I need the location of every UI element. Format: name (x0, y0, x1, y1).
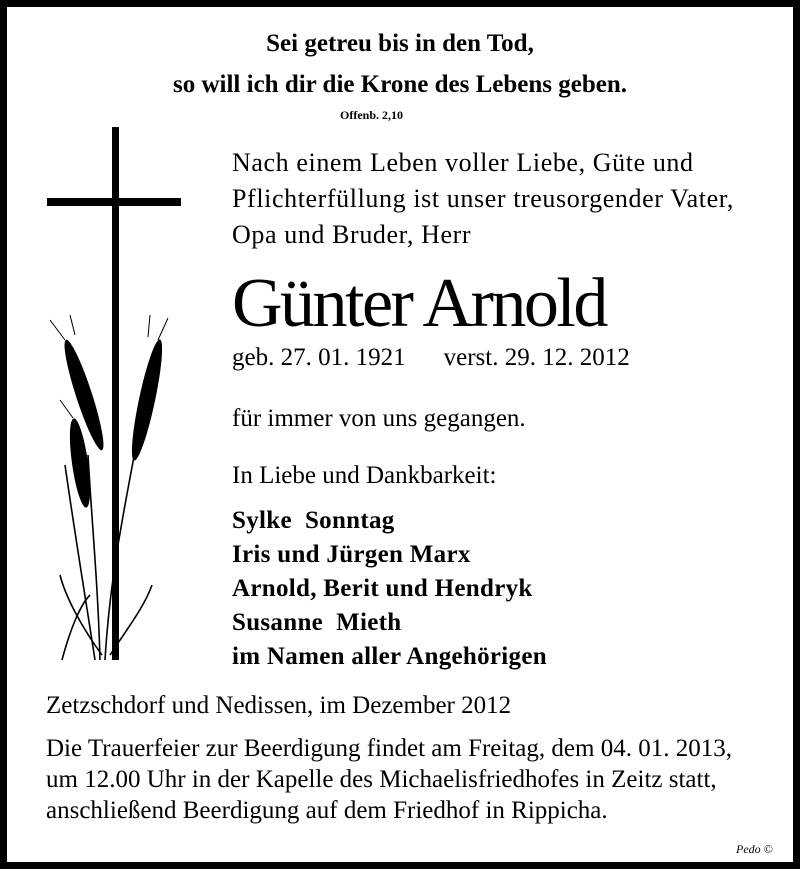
intro-line: Nach einem Leben voller Liebe, Güte und (232, 148, 694, 177)
intro-line: Opa und Bruder, Herr (232, 220, 472, 249)
verse-line-2: so will ich dir die Krone des Lebens geben. (173, 71, 627, 98)
funeral-details (46, 733, 732, 826)
mourner-name: Sylke Sonntag (232, 507, 395, 534)
place-and-date: Zetzschdorf und Nedissen, im Dezember 2012 (46, 692, 512, 719)
life-dates (232, 344, 630, 372)
mourner-name: im Namen aller Angehörigen (232, 643, 547, 670)
cross-and-wheat-illustration (40, 125, 200, 665)
funeral-line: anschließend Beerdigung auf dem Friedhof in Rippicha. (46, 797, 608, 824)
gratitude-heading: In Liebe und Dankbarkeit: (232, 462, 497, 489)
verse-reference: Offenb. 2,10 (340, 108, 403, 122)
funeral-line: um 12.00 Uhr in der Kapelle des Michaelisfriedhofes in Zeitz statt, (46, 766, 717, 793)
mourners-list (232, 504, 547, 674)
death-date: verst. 29. 12. 2012 (443, 344, 630, 371)
deceased-name: Günter Arnold (232, 265, 606, 342)
intro-text (232, 145, 734, 253)
designer-signature: Pedo © (736, 842, 773, 856)
birth-date: geb. 27. 01. 1921 (232, 344, 406, 371)
mourner-name: Susanne Mieth (232, 609, 402, 636)
mourner-name: Iris und Jürgen Marx (232, 541, 471, 568)
intro-line: Pflichterfüllung ist unser treusorgender Vater, (232, 184, 735, 213)
verse-line-1: Sei getreu bis in den Tod, (266, 30, 534, 57)
cross-icon (47, 127, 181, 660)
mourner-name: Arnold, Berit und Hendryk (232, 575, 533, 602)
funeral-line: Die Trauerfeier zur Beerdigung findet am Freitag, dem 04. 01. 2013, (46, 735, 732, 762)
departed-text: für immer von uns gegangen. (232, 405, 526, 432)
